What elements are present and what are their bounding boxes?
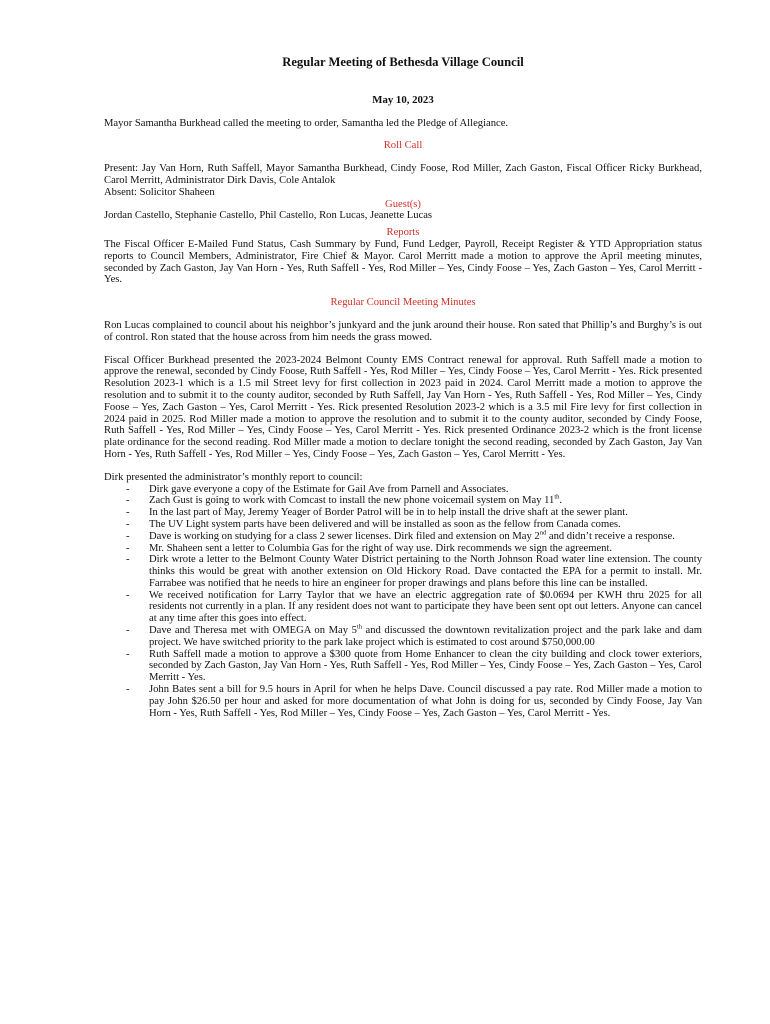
list-item-text: Dirk gave everyone a copy of the Estimate for Gail Ave from Parnell and Associates. (149, 483, 509, 495)
list-item-text: Zach Gust is going to work with Comcast to install the new phone voicemail system on May 11 (149, 495, 555, 507)
admin-report-list (104, 484, 702, 720)
list-item-text: Dave is working on studying for a class 2 sewer licenses. Dirk filed and extension on May 2 (149, 530, 540, 542)
call-to-order: Mayor Samantha Burkhead called the meeting to order, Samantha led the Pledge of Allegiance. (104, 117, 509, 129)
list-item (104, 590, 702, 625)
list-dash: - (126, 495, 130, 507)
list-dash: - (126, 554, 130, 566)
roll-call-heading: Roll Call (383, 140, 423, 152)
fiscal-officer-paragraph: Fiscal Officer Burkhead presented the 2023-2024 Belmont County EMS Contract renewal for approval. Ruth Saffell made a motion to approve the renewal, seconded by Cindy Foose, Ruth Saffell - Yes, Rod Miller – Yes, Cindy Foose – Yes, Carol Merritt - Yes. Rick presented Resolution 2023-1 which is a 1.5 mil Street levy for first collection in 2023 paid in 2024. Carol Merritt made a motion to approve the resolution and to submit it to the county auditor, seconded by Ruth Saffell, Jay Van Horn - Yes, Ruth Saffell - Yes, Rod Miller – Yes, Cindy Foose – Yes, Zach Gaston – Yes, Carol Merritt - Yes. Rick presented Resolution 2023-2 which is a 3.5 mil Fire levy for first collection in 2024 paid in 2025. Rod Miller made a motion to approve the resolution and to submit it to the county auditor, seconded by Cindy Foose, Ruth Saffell - Yes, Rod Miller – Yes, Cindy Foose – Yes, Carol Merritt - Yes. Rick presented Ordinance 2023-2 which is the front license plate ordinance for the second reading. Rod Miller made a motion to declare tonight the second reading, seconded by Zach Gaston, Jay Van Horn - Yes, Ruth Saffell - Yes, Rod Miller – Yes, Cindy Foose – Yes, Zach Gaston – Yes, Carol Merritt - Yes. (104, 354, 702, 460)
list-dash: - (126, 518, 130, 530)
list-dash: - (126, 542, 130, 554)
absent-list: Absent: Solicitor Shaheen (104, 186, 215, 198)
list-item-text: In the last part of May, Jeremy Yeager of Border Patrol will be in to help install the drive shaft at the sewer plant. (149, 507, 628, 519)
list-dash: - (126, 507, 130, 519)
regular-minutes-heading: Regular Council Meeting Minutes (330, 297, 476, 309)
list-dash: - (126, 530, 130, 542)
reports-heading: Reports (386, 227, 420, 239)
list-dash: - (126, 684, 130, 696)
list-item-text-end: and didn’t receive a response. (546, 530, 675, 542)
admin-report-intro: Dirk presented the administrator’s monthly report to council: (104, 471, 363, 483)
list-dash: - (126, 589, 130, 601)
meeting-minutes (104, 55, 702, 719)
list-dash: - (126, 648, 130, 660)
list-item-text: Mr. Shaheen sent a letter to Columbia Gas for the right of way use. Dirk recommends we sign the agreement. (149, 542, 613, 554)
ordinal-suffix: th (356, 623, 362, 631)
document-title: Regular Meeting of Bethesda Village Council (282, 55, 524, 69)
list-item-text-end: and discussed the downtown revitalization project and the park lake and dam project. We have switched priority to the park lake project which is estimated to cost around $750,000.00 (149, 625, 702, 648)
list-dash: - (126, 483, 130, 495)
list-item-text-end: . (559, 495, 563, 507)
list-item (104, 684, 702, 719)
list-item (104, 507, 702, 519)
list-item-text: Dave and Theresa met with OMEGA on May 5 (149, 625, 357, 637)
list-item (104, 554, 702, 589)
list-item (104, 649, 702, 684)
list-item (104, 484, 702, 496)
meeting-date: May 10, 2023 (372, 93, 434, 106)
guests-heading: Guest(s) (385, 198, 421, 210)
list-item (104, 543, 702, 555)
list-dash: - (126, 625, 130, 637)
ron-lucas-paragraph: Ron Lucas complained to council about his neighbor’s junkyard and the junk around their house. Ron sated that Phillip’s and Burghy’s is out of control. Ron stated that the house across from him needs the grass mowed. (104, 319, 702, 343)
list-item-text: Ruth Saffell made a motion to approve a $300 quote from Home Enhancer to clean the city building and clock tower exteriors, seconded by Zach Gaston, Jay Van Horn - Yes, Ruth Saffell - Yes, Rod Miller – Yes, Cindy Foose – Yes, Zach Gaston – Yes, Carol Merritt - Yes. (149, 648, 702, 684)
ordinal-suffix: nd (539, 529, 547, 537)
list-item-text: We received notification for Larry Taylor that we have an electric aggregation rate of $0.0694 per KWH thru 2025 for all residents not currently in a plan. If any resident does not want to participate they have been sent opt out letters. Anyone can cancel at any time after this goes into effect. (149, 589, 702, 625)
list-item (104, 495, 702, 507)
reports-text: The Fiscal Officer E-Mailed Fund Status, Cash Summary by Fund, Fund Ledger, Payroll, Receipt Register & YTD Appropriation status reports to Council Members, Administrator, Fire Chief & Mayor. Carol Merritt made a motion to approve the April meeting minutes, seconded by Zach Gaston, Jay Van Horn - Yes, Ruth Saffell - Yes, Rod Miller – Yes, Cindy Foose – Yes, Zach Gaston – Yes, Carol Merritt - Yes. (104, 238, 702, 286)
guests-list: Jordan Castello, Stephanie Castello, Phil Castello, Ron Lucas, Jeanette Lucas (104, 210, 433, 222)
list-item (104, 625, 702, 649)
list-item-text: The UV Light system parts have been delivered and will be installed as soon as the fellow from Canada comes. (149, 518, 621, 530)
list-item-text: Dirk wrote a letter to the Belmont County Water District pertaining to the North Johnson Road water line extension. The county thinks this would be great with another extension on Old Hickory Road. Dave contacted the EPA for a permit to install. Mr. Farrabee was notified that he needs to hire an engineer for proper drawings and plans before this line can be installed. (149, 554, 702, 589)
list-item-text: John Bates sent a bill for 9.5 hours in April for when he helps Dave. Council discussed a pay rate. Rod Miller made a motion to pay John $26.50 per hour and asked for more documentation of what John is doing for us, seconded by Cindy Foose, Jay Van Horn - Yes, Ruth Saffell - Yes, Rod Miller – Yes, Cindy Foose – Yes, Zach Gaston – Yes, Carol Merritt - Yes. (149, 684, 702, 719)
list-item (104, 519, 702, 531)
list-item (104, 531, 702, 543)
ordinal-suffix: th (554, 493, 560, 501)
present-list: Present: Jay Van Horn, Ruth Saffell, Mayor Samantha Burkhead, Cindy Foose, Rod Miller, Zach Gaston, Fiscal Officer Ricky Burkhead, Carol Merritt, Administrator Dirk Davis, Cole Antalok (104, 163, 702, 186)
